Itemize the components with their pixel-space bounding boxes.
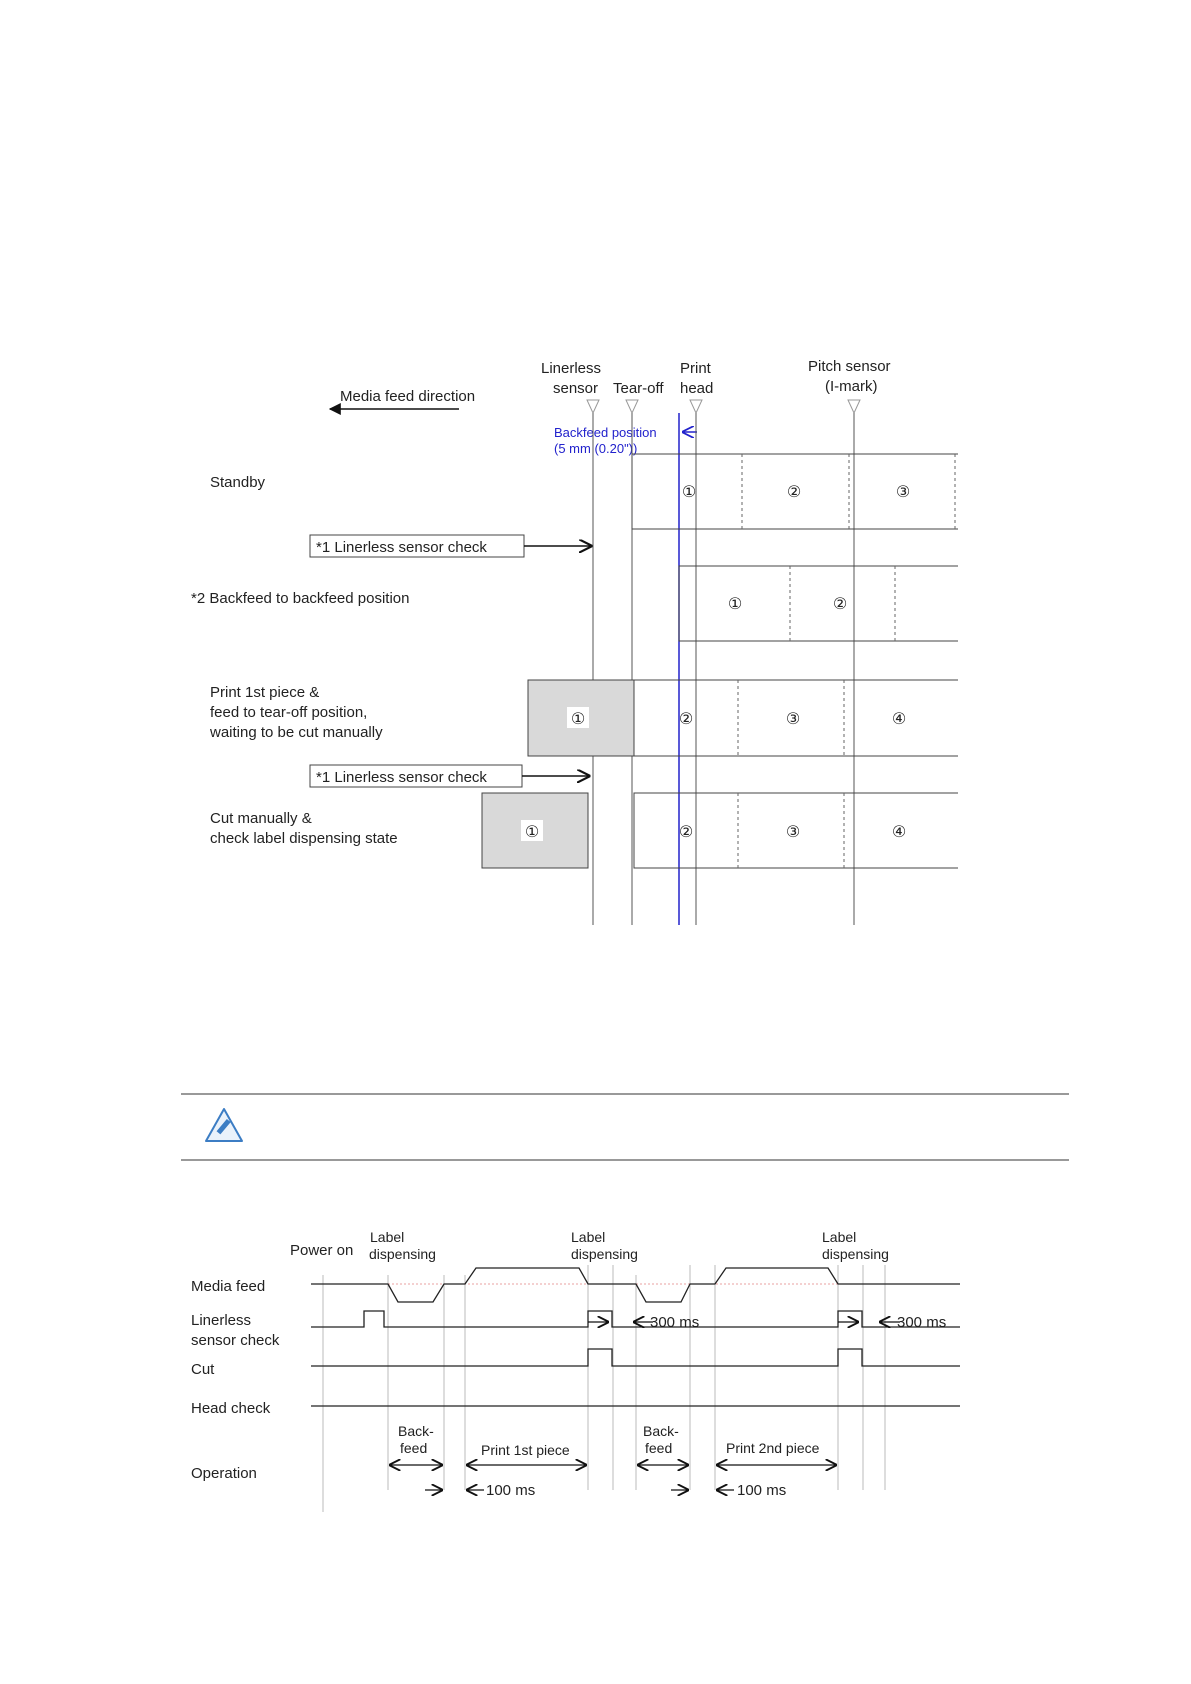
print1-label-c1: ①: [570, 711, 586, 728]
backfeed-position-label-2: (5 mm (0.20")): [554, 441, 638, 456]
tear-off-marker: [626, 400, 638, 413]
timing-diagram: [191, 1229, 960, 1512]
standby-label-2: ②: [786, 484, 802, 501]
print1-label-c3: ③: [785, 711, 801, 728]
cut-media: [482, 793, 958, 868]
print1-label-c2: ②: [678, 711, 694, 728]
cut-label-2: check label dispensing state: [210, 830, 398, 847]
cut-label-c3: ③: [785, 824, 801, 841]
label-dispensing-2a: Label: [571, 1229, 606, 1245]
label-dispensing-3b: dispensing: [822, 1246, 889, 1262]
print-head-label-2: head: [680, 380, 714, 397]
pencil-note-icon: [206, 1109, 242, 1141]
row-cut: Cut: [191, 1361, 215, 1378]
row-operation: Operation: [191, 1465, 257, 1482]
linerless-sensor-marker: [587, 400, 599, 413]
backfeed-2-label-b: feed: [645, 1440, 673, 1456]
label-dispensing-1b: dispensing: [369, 1246, 436, 1262]
print1-label-1: Print 1st piece &: [210, 684, 320, 701]
cut-label-c1: ①: [524, 824, 540, 841]
label-dispensing-1a: Label: [370, 1229, 405, 1245]
backfeed-step-label: *2 Backfeed to backfeed position: [191, 590, 410, 607]
print1-label-c4: ④: [891, 711, 907, 728]
sensor-check-label-2: *1 Linerless sensor check: [316, 769, 487, 786]
sensor-check-label-1: *1 Linerless sensor check: [316, 539, 487, 556]
feed-direction-label: Media feed direction: [340, 388, 476, 405]
print1-label-3: waiting to be cut manually: [210, 724, 383, 741]
linerless-sensor-label-1: Linerless: [541, 360, 602, 377]
backfeed-2-label-a: Back-: [643, 1423, 679, 1439]
print2-op-label: Print 2nd piece: [726, 1440, 820, 1456]
standby-label-1: ①: [681, 484, 697, 501]
backfeed-label-1: ①: [727, 596, 743, 613]
backfeed-1-label-b: feed: [400, 1440, 428, 1456]
standby-label-3: ③: [895, 484, 911, 501]
ms300-label-2: 300 ms: [897, 1314, 947, 1331]
cut-label-1: Cut manually &: [210, 810, 312, 827]
label-dispensing-2b: dispensing: [571, 1246, 638, 1262]
backfeed-label-2: ②: [832, 596, 848, 613]
label-dispensing-3a: Label: [822, 1229, 857, 1245]
print-head-label-1: Print: [680, 360, 711, 377]
pitch-sensor-label-2: (I-mark): [825, 378, 878, 395]
backfeed-1-label-a: Back-: [398, 1423, 434, 1439]
row-linerless-2: sensor check: [191, 1332, 280, 1349]
print1-op-label: Print 1st piece: [481, 1442, 570, 1458]
standby-label: Standby: [210, 474, 266, 491]
backfeed-position-label-1: Backfeed position: [554, 425, 657, 440]
print-head-marker: [690, 400, 702, 413]
cut-label-c2: ②: [678, 824, 694, 841]
cut-label-c4: ④: [891, 824, 907, 841]
linerless-sensor-label-2: sensor: [553, 380, 599, 397]
backfeed-media: [679, 566, 958, 641]
tear-off-label: Tear-off: [613, 380, 664, 397]
note-section: [181, 1094, 1069, 1160]
ms100-label-1: 100 ms: [486, 1482, 536, 1499]
power-on-label: Power on: [290, 1242, 354, 1259]
ms300-label-1: 300 ms: [650, 1314, 700, 1331]
print1-label-2: feed to tear-off position,: [210, 704, 368, 721]
row-linerless-1: Linerless: [191, 1312, 252, 1329]
row-head-check: Head check: [191, 1400, 271, 1417]
standby-media: [632, 454, 958, 529]
media-flow-diagram: [191, 358, 958, 925]
print1-media: [528, 680, 958, 756]
ms100-label-2: 100 ms: [737, 1482, 787, 1499]
row-media-feed: Media feed: [191, 1278, 266, 1295]
pitch-sensor-label-1: Pitch sensor: [808, 358, 891, 375]
sensor-markers: [587, 400, 860, 413]
pitch-sensor-marker: [848, 400, 860, 413]
